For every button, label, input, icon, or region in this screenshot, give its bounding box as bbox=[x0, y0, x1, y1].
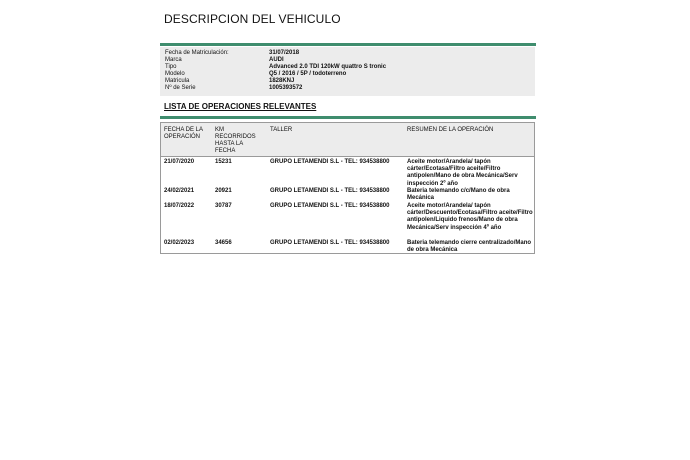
cell-shop: GRUPO LETAMENDI S.L - TEL: 934538800 bbox=[270, 159, 390, 165]
field-value: 1005393572 bbox=[269, 85, 303, 91]
cell-shop: GRUPO LETAMENDI S.L - TEL: 934538800 bbox=[270, 188, 390, 194]
cell-date: 21/07/2020 bbox=[164, 159, 195, 165]
field-value: 1828KNJ bbox=[269, 78, 295, 84]
cell-summary: Aceite motor/Arandela/ tapón cárter/Ecotasa/Filtro aceite/Filtro antipolen/Mano de obra Mecánica/Serv inspección 2º año bbox=[407, 159, 518, 187]
field-value: AUDI bbox=[269, 57, 284, 63]
divider-operations bbox=[160, 116, 536, 119]
operations-table bbox=[160, 122, 535, 254]
section-title: LISTA DE OPERACIONES RELEVANTES bbox=[164, 102, 317, 111]
cell-shop: GRUPO LETAMENDI S.L - TEL: 934538800 bbox=[270, 203, 390, 209]
cell-summary: Aceite motor/Arandela/ tapón cárter/Descuento/Ecotasa/Filtro aceite/Filtro antipolen/Liquido frenos/Mano de obra Mecánica/Serv inspección 4º año bbox=[407, 203, 533, 231]
header-summary: RESUMEN DE LA OPERACIÓN bbox=[407, 127, 494, 133]
header-km: KM RECORRIDOS HASTA LA FECHA bbox=[215, 127, 256, 154]
field-value: Advanced 2.0 TDI 120kW quattro S tronic bbox=[269, 64, 387, 70]
cell-km: 34656 bbox=[215, 240, 232, 246]
page-title: DESCRIPCION DEL VEHICULO bbox=[164, 12, 341, 26]
table-header bbox=[161, 123, 534, 157]
cell-shop: GRUPO LETAMENDI S.L - TEL: 934538800 bbox=[270, 240, 390, 246]
cell-km: 20921 bbox=[215, 188, 232, 194]
cell-summary: Bateria telemando c/c/Mano de obra Mecánica bbox=[407, 188, 510, 202]
cell-summary: Bateria telemando cierre centralizado/Mano de obra Mecánica bbox=[407, 240, 532, 254]
header-shop: TALLER bbox=[270, 127, 293, 133]
header-date: FECHA DE LA OPERACIÓN bbox=[164, 127, 204, 140]
cell-date: 18/07/2022 bbox=[164, 203, 195, 209]
field-value: Q5 / 2016 / 5P / todoterreno bbox=[269, 71, 347, 77]
cell-date: 02/02/2023 bbox=[164, 240, 195, 246]
field-label: Tipo bbox=[165, 64, 177, 70]
field-label: Modelo bbox=[165, 71, 185, 77]
cell-date: 24/02/2021 bbox=[164, 188, 195, 194]
divider-top bbox=[160, 43, 536, 46]
field-label: Matricula bbox=[165, 78, 190, 84]
cell-km: 15231 bbox=[215, 159, 232, 165]
vehicle-info-box bbox=[160, 47, 535, 96]
cell-km: 30787 bbox=[215, 203, 232, 209]
field-label: Nº de Serie bbox=[165, 85, 196, 91]
field-label: Fecha de Matriculación: bbox=[165, 50, 229, 56]
field-value: 31/07/2018 bbox=[269, 50, 300, 56]
field-label: Marca bbox=[165, 57, 182, 63]
